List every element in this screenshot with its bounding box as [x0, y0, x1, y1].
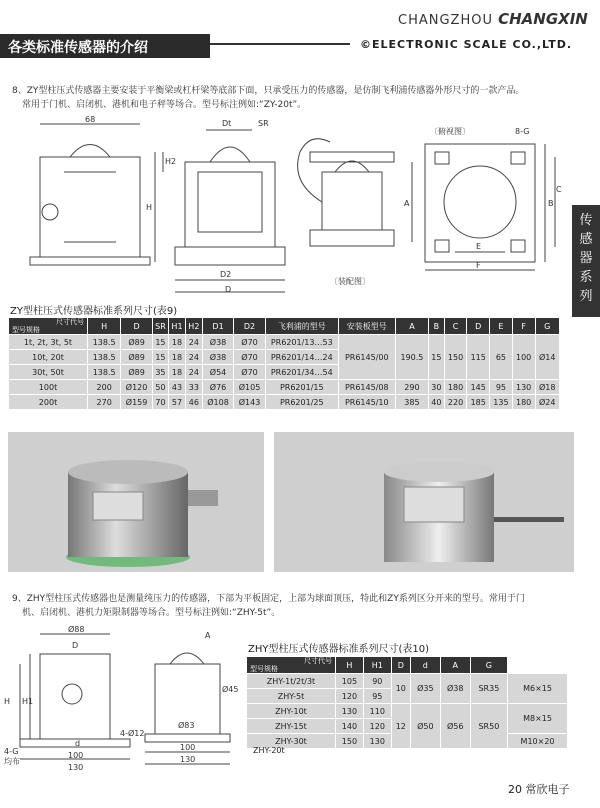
- tab-char: 列: [579, 289, 593, 304]
- dim-label: 8-G: [515, 127, 530, 136]
- table-row: [247, 704, 568, 719]
- table-cell: 115: [467, 335, 490, 380]
- dim-label: A: [205, 631, 211, 640]
- table-cell: 18: [169, 350, 186, 365]
- table-cell: 18: [169, 335, 186, 350]
- tab-char: 传: [579, 213, 593, 228]
- table-cell: 57: [169, 395, 186, 410]
- col-header: H: [88, 318, 121, 335]
- col-header: D2: [234, 318, 265, 335]
- dim-label: 4-Ø12: [120, 729, 145, 738]
- side-tab: [572, 205, 600, 317]
- table-cell: Ø50: [410, 704, 440, 749]
- dim-label: Ø45: [222, 685, 239, 694]
- table-cell: SR35: [470, 674, 507, 704]
- dim-label: 〔俯视图〕: [430, 127, 470, 136]
- table-cell: 200: [88, 380, 121, 395]
- col-header: 飞利浦的型号: [265, 318, 338, 335]
- table-cell: 150: [444, 335, 467, 380]
- table-cell: 140: [336, 719, 364, 734]
- col-header: B: [429, 318, 445, 335]
- dim-label: D: [72, 641, 79, 650]
- table-cell: PR6201/15: [265, 380, 338, 395]
- dim-label: A: [404, 199, 410, 208]
- dim-label: H2: [165, 157, 177, 166]
- table-cell: Ø108: [202, 395, 233, 410]
- col-header: D: [391, 657, 410, 674]
- table-cell: 24: [185, 365, 202, 380]
- table-cell: ZHY-1t/2t/3t: [247, 674, 336, 689]
- dim-label: H: [146, 203, 153, 212]
- dim-label: D2: [220, 270, 232, 279]
- dim-label: SR: [258, 119, 269, 128]
- col-header: C: [444, 318, 467, 335]
- table-cell: ZHY-15t: [247, 719, 336, 734]
- table-cell: Ø105: [234, 380, 265, 395]
- col-header: E: [490, 318, 513, 335]
- col-header: H1: [169, 318, 186, 335]
- col-header: A: [395, 318, 428, 335]
- table-cell: Ø70: [234, 350, 265, 365]
- dim-label: 130: [180, 755, 196, 764]
- table-row: [9, 335, 560, 350]
- dim-label: Ø88: [68, 625, 85, 634]
- table-cell: Ø38: [440, 674, 470, 704]
- table-cell: Ø120: [121, 380, 152, 395]
- zhy-drawings: [0, 624, 250, 774]
- table-cell: 70: [152, 395, 168, 410]
- table-cell: M6×15: [508, 674, 568, 704]
- header-diagonal: [247, 657, 336, 674]
- table-cell: 15: [152, 335, 168, 350]
- table-cell: 138.5: [88, 365, 121, 380]
- zy-top-circle: [444, 166, 516, 238]
- table-cell: 100: [512, 335, 535, 380]
- table-header-row: [247, 657, 568, 674]
- dim-label: 100: [180, 743, 196, 752]
- col-header: H1: [363, 657, 391, 674]
- dim-label: 〔装配图〕: [330, 277, 370, 286]
- table-cell: Ø70: [234, 335, 265, 350]
- header-model: 型号规格: [250, 665, 278, 673]
- table-cell: Ø159: [121, 395, 152, 410]
- table-cell: 270: [88, 395, 121, 410]
- tab-char: 系: [579, 270, 593, 285]
- table-cell: Ø89: [121, 335, 152, 350]
- table-cell: M10×20: [508, 734, 568, 749]
- table-cell: 15: [429, 335, 445, 380]
- table-cell: 1t, 2t, 3t, 5t: [9, 335, 88, 350]
- table-cell: 220: [444, 395, 467, 410]
- zy-photo-drawing: [8, 432, 264, 572]
- dim-label: Ø83: [178, 721, 195, 730]
- col-header: G: [470, 657, 507, 674]
- col-header: D: [467, 318, 490, 335]
- table-cell: Ø54: [202, 365, 233, 380]
- dim-label: E: [476, 242, 482, 251]
- col-header: SR: [152, 318, 168, 335]
- dim-label: D: [225, 285, 232, 294]
- table-row: [9, 395, 560, 410]
- table-cell: Ø35: [410, 674, 440, 704]
- col-header: A: [440, 657, 470, 674]
- table-cell: ZHY-10t: [247, 704, 336, 719]
- table-cell: 24: [185, 335, 202, 350]
- section-title: 各类标准传感器的介绍: [8, 40, 148, 56]
- table-cell: M8×15: [508, 704, 568, 734]
- table-cell: 385: [395, 395, 428, 410]
- brand-header: [398, 10, 588, 28]
- table-cell: 12: [391, 704, 410, 749]
- table-cell: 120: [336, 689, 364, 704]
- brand-prefix: CHANGZHOU: [398, 13, 493, 28]
- table-cell: 46: [185, 395, 202, 410]
- table-cell: 40: [429, 395, 445, 410]
- brand-name: CHANGXIN: [498, 10, 588, 28]
- zy-intro-line: 8、ZY型柱压式传感器主要安装于平衡梁或杠杆梁等底部下面，只承受压力的传感器，是仿制飞利浦传感器外形尺寸的一款产品。: [12, 86, 525, 96]
- table-header-row: [9, 318, 560, 335]
- table-cell: ZHY-5t: [247, 689, 336, 704]
- table-cell: 145: [467, 380, 490, 395]
- table-cell: 10: [391, 674, 410, 704]
- dim-label: B: [548, 199, 554, 208]
- table-cell: 110: [363, 704, 391, 719]
- col-header: H2: [185, 318, 202, 335]
- company-name: ©ELECTRONIC SCALE CO.,LTD.: [360, 38, 573, 51]
- table-cell: PR6145/10: [338, 395, 395, 410]
- zy-intro: [12, 84, 572, 112]
- table-cell: 135: [490, 395, 513, 410]
- zhy-row-label: ZHY-20t: [253, 746, 285, 755]
- table-cell: Ø56: [440, 704, 470, 749]
- dim-label: C: [556, 185, 562, 194]
- zhy-side-body: [40, 654, 110, 739]
- table-cell: Ø24: [535, 395, 560, 410]
- table-cell: Ø18: [535, 380, 560, 395]
- table-cell: 10t, 20t: [9, 350, 88, 365]
- table-row: [9, 380, 560, 395]
- table-cell: PR6201/14…24: [265, 350, 338, 365]
- table-cell: 130: [336, 704, 364, 719]
- table-cell: 33: [185, 380, 202, 395]
- table-cell: ZHY-30t: [247, 734, 336, 749]
- header-size-code: 尺寸代号: [56, 318, 84, 326]
- table-cell: 15: [152, 350, 168, 365]
- col-header: D1: [202, 318, 233, 335]
- dim-label: d: [75, 739, 81, 748]
- table-cell: Ø14: [535, 335, 560, 380]
- dim-label: 68: [85, 115, 96, 124]
- col-header: D: [121, 318, 152, 335]
- table-cell: Ø89: [121, 365, 152, 380]
- table-row: [247, 674, 568, 689]
- zhy-photo-drawing: [274, 432, 574, 572]
- table-cell: 120: [363, 719, 391, 734]
- table-cell: Ø76: [202, 380, 233, 395]
- table-cell: 35: [152, 365, 168, 380]
- zy-drawings: [0, 112, 570, 298]
- dim-label: 均布: [4, 757, 20, 766]
- table-cell: 130: [512, 380, 535, 395]
- table-cell: Ø38: [202, 335, 233, 350]
- table-cell: 130: [363, 734, 391, 749]
- table-cell: 185: [467, 395, 490, 410]
- table-cell: Ø38: [202, 350, 233, 365]
- table-cell: 24: [185, 350, 202, 365]
- zhy-intro-line: 机、启闭机、港机力矩限制器等场合。型号标注例如:“ZHY-5t”。: [22, 608, 281, 618]
- zy-connector: [42, 204, 58, 220]
- table-cell: 90: [363, 674, 391, 689]
- table-cell: 138.5: [88, 350, 121, 365]
- table-cell: 100t: [9, 380, 88, 395]
- table-cell: 290: [395, 380, 428, 395]
- zhy-table: [246, 656, 568, 749]
- zy-front-dome: [210, 147, 250, 162]
- table-cell: PR6201/34…54: [265, 365, 338, 380]
- zhy-intro: [12, 592, 572, 620]
- zy-table: [8, 317, 560, 410]
- tab-char: 感: [579, 232, 593, 247]
- table-cell: PR6201/13…53: [265, 335, 338, 350]
- zy-table-title: ZY型柱压式传感器标准系列尺寸(表9): [10, 306, 178, 317]
- table-cell: 43: [169, 380, 186, 395]
- header-model: 型号规格: [12, 326, 40, 334]
- col-header: d: [410, 657, 440, 674]
- table-cell: 50: [152, 380, 168, 395]
- table-cell: 95: [363, 689, 391, 704]
- dim-label: H: [4, 697, 11, 706]
- dim-label: H1: [22, 697, 34, 706]
- table-cell: 30t, 50t: [9, 365, 88, 380]
- header-size-code: 尺寸代号: [304, 657, 332, 665]
- dim-label: F: [476, 261, 481, 270]
- table-cell: PR6145/08: [338, 380, 395, 395]
- table-cell: 180: [444, 380, 467, 395]
- table-cell: 138.5: [88, 335, 121, 350]
- zhy-table-title: ZHY型柱压式传感器标准系列尺寸(表10): [248, 644, 430, 655]
- table-cell: 150: [336, 734, 364, 749]
- table-cell: PR6145/00: [338, 335, 395, 380]
- col-header: H: [336, 657, 364, 674]
- col-header: 安装板型号: [338, 318, 395, 335]
- page-number: 20 常欣电子: [508, 783, 570, 796]
- col-header: F: [512, 318, 535, 335]
- dim-label: 4-G: [4, 747, 19, 756]
- table-cell: 95: [490, 380, 513, 395]
- table-cell: Ø143: [234, 395, 265, 410]
- dim-label: Dt: [222, 119, 232, 128]
- table-cell: Ø70: [234, 365, 265, 380]
- tab-char: 器: [579, 251, 593, 266]
- table-cell: Ø89: [121, 350, 152, 365]
- table-cell: 65: [490, 335, 513, 380]
- table-cell: 30: [429, 380, 445, 395]
- table-cell: 190.5: [395, 335, 428, 380]
- table-cell: 18: [169, 365, 186, 380]
- zy-intro-line: 常用于门机、启闭机、港机和电子秤等场合。型号标注例如:“ZY-20t”。: [22, 100, 307, 110]
- table-cell: PR6201/25: [265, 395, 338, 410]
- zhy-photo: [274, 432, 574, 572]
- zy-photo: [8, 432, 264, 572]
- header-diagonal: [9, 318, 88, 335]
- table-cell: 200t: [9, 395, 88, 410]
- col-header: G: [535, 318, 560, 335]
- dim-label: 100: [68, 751, 84, 760]
- table-cell: 105: [336, 674, 364, 689]
- zy-side-dome: [70, 145, 110, 158]
- zy-install-body: [322, 172, 382, 230]
- dim-label: 130: [68, 763, 84, 772]
- table-cell: SR50: [470, 704, 507, 749]
- table-cell: 180: [512, 395, 535, 410]
- zhy-intro-line: 9、ZHY型柱压式传感器也是测量纯压力的传感器，下部为平板固定，上部为球面顶压，特此和ZY系列区分开来的型号。常用于门: [12, 594, 525, 604]
